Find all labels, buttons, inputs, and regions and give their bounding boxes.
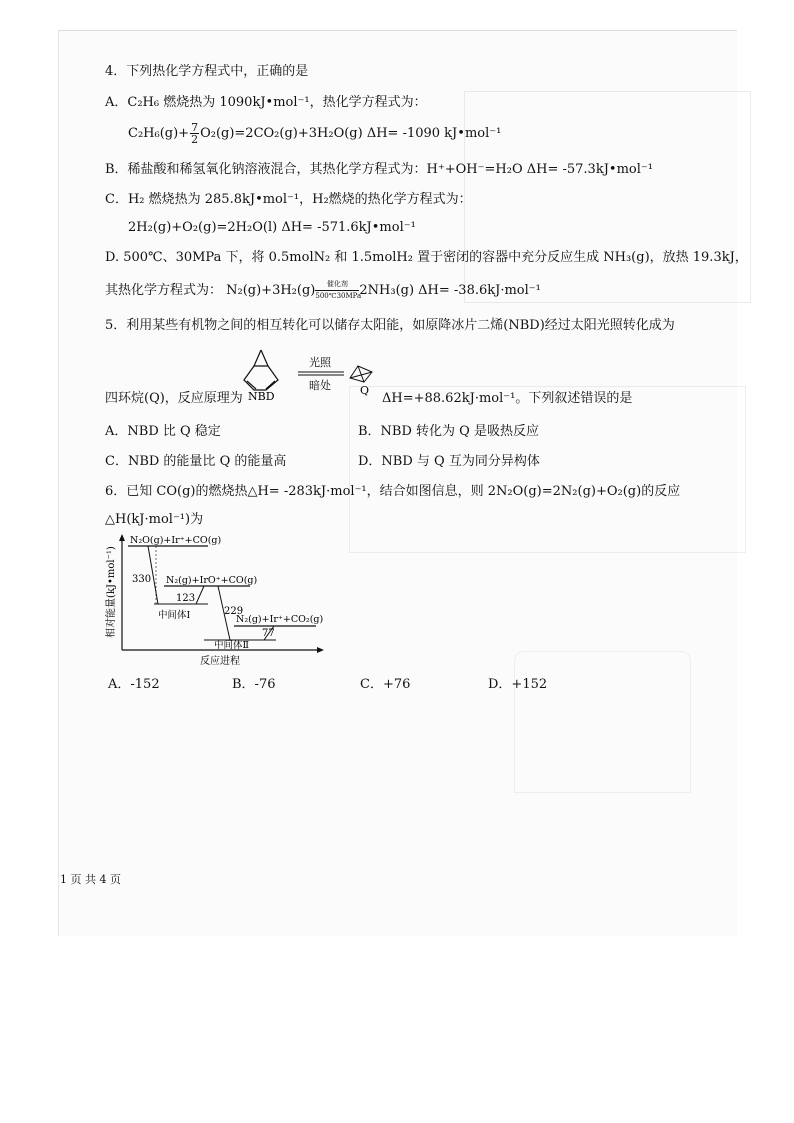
value-229: 229 bbox=[224, 606, 244, 617]
q4-option-c: C．H₂ 燃烧热为 285.8kJ•mol⁻¹，H₂燃烧的热化学方程式为： bbox=[105, 192, 472, 207]
q6-stem: 6．已知 CO(g)的燃烧热△H= -283kJ·mol⁻¹，结合如图信息，则 2N₂O(g)=2N₂(g)+O₂(g)的反应 bbox=[105, 484, 681, 499]
condition-top: 催化剂 bbox=[326, 280, 348, 288]
q4-option-a: A．C₂H₆ 燃烧热为 1090kJ•mol⁻¹，热化学方程式为： bbox=[105, 95, 427, 110]
reaction-condition-light: 光照 bbox=[309, 356, 331, 369]
fraction-numerator: 7 bbox=[191, 121, 199, 134]
q4-a-eq-post: O₂(g)=2CO₂(g)+3H₂O(g) ΔH= -1090 kJ•mol⁻¹ bbox=[200, 126, 502, 141]
q4-option-d: D. 500℃、30MPa 下，将 0.5molN₂ 和 1.5molH₂ 置于密闭的容器中充分反应生成 NH₃(g)，放热 19.3kJ， bbox=[105, 250, 748, 265]
energy-profile-diagram bbox=[100, 532, 330, 670]
q5-option-b: B．NBD 转化为 Q 是吸热反应 bbox=[358, 424, 539, 439]
q5-option-c: C．NBD 的能量比 Q 的能量高 bbox=[105, 454, 287, 469]
q6-option-c: C．+76 bbox=[360, 677, 411, 692]
level-products-label: N₂(g)+Ir⁺+CO₂(g) bbox=[236, 614, 324, 625]
q-label: Q bbox=[360, 384, 370, 397]
q4-option-c-equation: 2H₂(g)+O₂(g)=2H₂O(l) ΔH= -571.6kJ•mol⁻¹ bbox=[128, 220, 416, 235]
q4-a-eq-pre: C₂H₆(g)+ bbox=[128, 126, 190, 141]
q5-line2-pre: 四环烷(Q)，反应原理为 bbox=[105, 391, 243, 406]
q6-option-d: D．+152 bbox=[488, 677, 548, 692]
fraction-denominator: 2 bbox=[191, 133, 199, 146]
q4-option-a-equation bbox=[128, 122, 501, 145]
reaction-condition-dark: 暗处 bbox=[309, 379, 331, 392]
y-axis-label: 相对能量(kJ•mol⁻¹) bbox=[106, 546, 117, 638]
nbd-structure-icon bbox=[244, 350, 278, 390]
intermediate-2-label: 中间体Ⅱ bbox=[214, 640, 249, 651]
x-axis-label: 反应进程 bbox=[200, 656, 240, 667]
q4-option-b: B．稀盐酸和稀氢氧化钠溶液混合，其热化学方程式为：H⁺+OH⁻=H₂O ΔH= -57.3kJ•mol⁻¹ bbox=[105, 162, 653, 177]
q5-line2-post: ΔH=+88.62kJ·mol⁻¹。下列叙述错误的是 bbox=[382, 391, 633, 406]
q4-d-eq-pre: 其热化学方程式为： N₂(g)+3H₂(g) bbox=[105, 283, 316, 298]
quadricyclane-structure-icon bbox=[350, 366, 372, 382]
q6-option-b: B．-76 bbox=[232, 677, 276, 692]
q5-option-d: D．NBD 与 Q 互为同分异构体 bbox=[358, 454, 540, 469]
page-footer: 1 页 共 4 页 bbox=[60, 873, 121, 886]
bleed-through-apparatus bbox=[514, 651, 691, 793]
q4-d-eq-post: 2NH₃(g) ΔH= -38.6kJ·mol⁻¹ bbox=[359, 283, 541, 298]
level-reactants-label: N₂O(g)+Ir⁺+CO(g) bbox=[130, 535, 222, 546]
level-irO-label: N₂(g)+IrO⁺+CO(g) bbox=[166, 575, 258, 586]
value-330: 330 bbox=[132, 574, 152, 585]
fraction-seven-halves bbox=[190, 122, 199, 145]
q4-stem: 4．下列热化学方程式中，正确的是 bbox=[105, 64, 309, 79]
nbd-label: NBD bbox=[248, 390, 275, 402]
value-77: 77 bbox=[262, 628, 275, 639]
catalyst-condition-arrow bbox=[315, 280, 362, 301]
q6-stem-line2: △H(kJ·mol⁻¹)为 bbox=[105, 512, 204, 527]
intermediate-1-label: 中间体Ⅰ bbox=[158, 610, 191, 621]
q5-option-a: A．NBD 比 Q 稳定 bbox=[105, 424, 221, 439]
q6-option-a: A．-152 bbox=[108, 677, 160, 692]
q4-option-d-equation bbox=[105, 280, 541, 301]
value-123: 123 bbox=[176, 593, 196, 604]
q5-stem: 5．利用某些有机物之间的相互转化可以储存太阳能，如原降冰片二烯(NBD)经过太阳光照转化成为 bbox=[105, 318, 675, 333]
bleed-through-table-1 bbox=[464, 91, 751, 303]
nbd-q-reaction-scheme bbox=[236, 342, 386, 402]
condition-bottom: 500℃30MPa bbox=[315, 292, 362, 300]
